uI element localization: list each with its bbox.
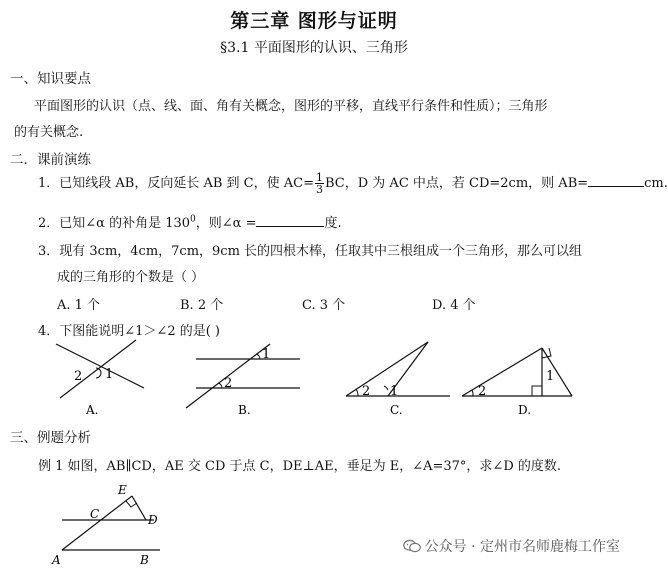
q3-text-line2: 成的三角形的个数是（ ） — [57, 270, 205, 285]
q4-text: 4．下图能说明∠1＞∠2 的是( ) — [38, 324, 221, 339]
knowledge-text-line2: 的有关概念. — [14, 125, 84, 140]
q4-figure-c-angle2: 2 — [362, 384, 371, 399]
example1-point-e: E — [118, 483, 127, 497]
q4-figure-c — [342, 338, 452, 418]
section-heading-knowledge: 一、知识要点 — [10, 71, 91, 87]
q1-fraction — [315, 172, 324, 195]
wechat-icon — [403, 539, 421, 553]
q3-option-c: C. 3 个 — [302, 298, 346, 313]
section-heading-examples: 三、例题分析 — [10, 430, 91, 446]
q3-option-d: D. 4 个 — [432, 298, 476, 313]
example1-point-b: B — [140, 553, 149, 567]
q2-text-c: 度. — [324, 216, 342, 231]
q1-answer-blank — [588, 174, 644, 187]
q4-figure-a-label: A. — [86, 403, 99, 417]
knowledge-text-line1: 平面图形的认识（点、线、面、角有关概念，图形的平移，直线平行条件和性质）；三角形 — [34, 99, 548, 114]
watermark-text: 公众号 · 定州市名师鹿梅工作室 — [424, 539, 620, 555]
q1-text-c: cm. — [644, 176, 668, 191]
q1-text-b: BC，D 为 AC 中点，若 CD=2cm，则 AB= — [325, 176, 589, 191]
example1-point-a: A — [52, 553, 61, 567]
q4-figure-d-label: D. — [518, 403, 532, 417]
question-2 — [38, 212, 342, 231]
q4-figure-b-angle1: 1 — [262, 347, 271, 362]
q1-frac-den: 3 — [316, 183, 323, 196]
q3-option-b: B. 2 个 — [180, 298, 224, 313]
q2-text-b: ，则∠α = — [195, 216, 257, 231]
watermark — [403, 536, 620, 556]
q4-figure-d-angle1: 1 — [546, 369, 555, 384]
q2-answer-blank — [256, 214, 324, 227]
q3-option-a: A. 1 个 — [57, 298, 101, 313]
q4-figure-c-label: C. — [390, 403, 403, 417]
q4-figure-b — [178, 338, 304, 418]
example1-point-c: C — [90, 507, 100, 521]
q4-figure-a-angle1: 1 — [105, 367, 114, 382]
q4-figure-b-angle2: 2 — [224, 376, 233, 391]
q4-figure-a — [50, 338, 150, 418]
page-title: 第三章 图形与证明 — [230, 10, 398, 32]
question-1 — [38, 172, 668, 195]
example1-text: 例 1 如图，AB∥CD，AE 交 CD 于点 C，DE⊥AE，垂足为 E，∠A=37°，求∠D 的度数. — [38, 459, 562, 474]
q4-figure-d-angle2: 2 — [478, 384, 487, 399]
q1-frac-num: 1 — [316, 171, 323, 184]
q3-text-line1: 3．现有 3cm，4cm，7cm，9cm 长的四根木棒，任取其中三根组成一个三角形，那么可以组 — [38, 244, 583, 259]
q4-figure-a-angle2: 2 — [74, 369, 83, 384]
q4-figure-d — [458, 338, 576, 418]
q2-text-a: 2．已知∠α 的补角是 130 — [38, 216, 191, 231]
q4-figure-c-angle1: 1 — [390, 384, 399, 399]
q1-text-a: 1．已知线段 AB，反向延长 AB 到 C，使 AC= — [38, 176, 314, 191]
page-subtitle: §3.1 平面图形的认识、三角形 — [220, 40, 408, 56]
example1-point-d: D — [148, 513, 158, 527]
example1-figure — [46, 482, 176, 568]
section-heading-practice: 二．课前演练 — [10, 152, 91, 168]
q2-superscript: 0 — [190, 214, 196, 225]
q4-figure-b-label: B. — [238, 403, 251, 417]
